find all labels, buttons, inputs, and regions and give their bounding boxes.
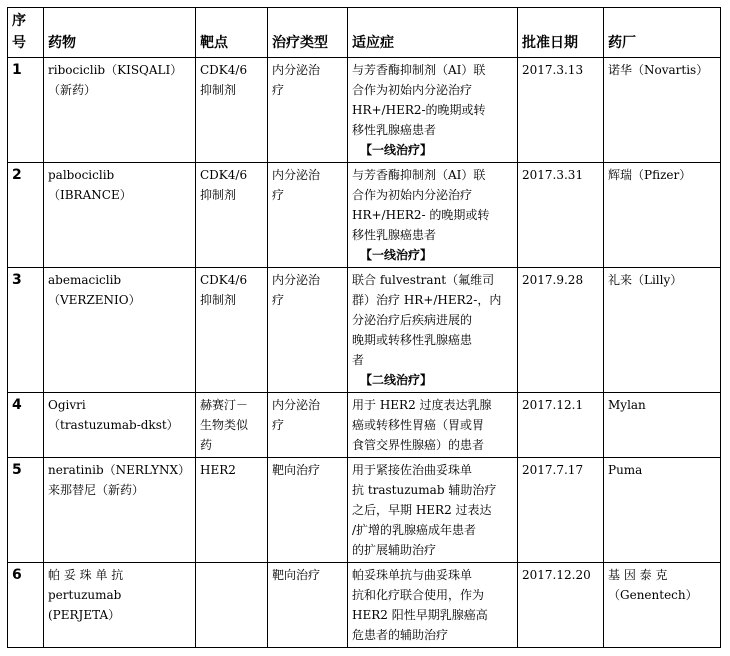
treatment-line-label: 【一线治疗】: [360, 248, 433, 262]
row-number: 3: [8, 268, 44, 393]
drug-target: [196, 563, 268, 648]
drug-name: 帕 妥 珠 单 抗 pertuzumab (PERJETA）: [44, 563, 196, 648]
indication: 用于 HER2 过度表达乳腺 癌或转移性胃癌（胃或胃 食管交界性腺癌）的患者: [348, 393, 518, 458]
table-row: [8, 163, 721, 268]
drug-name: abemaciclib （VERZENIO）: [44, 268, 196, 393]
row-number: 6: [8, 563, 44, 648]
table-row: [8, 268, 721, 393]
drug-target: CDK4/6 抑制剂: [196, 163, 268, 268]
approval-date: 2017.9.28: [518, 268, 604, 393]
header-indication: 适应症: [348, 8, 518, 58]
treatment-line-label: 【一线治疗】: [360, 143, 433, 157]
company: 诺华（Novartis）: [604, 58, 721, 163]
drug-name: ribociclib（KISQALI） （新药）: [44, 58, 196, 163]
header-drug: 药物: [44, 8, 196, 58]
header-num: 序 号: [8, 8, 44, 58]
table-row: [8, 58, 721, 163]
company: 礼来（Lilly）: [604, 268, 721, 393]
header-company: 药厂: [604, 8, 721, 58]
indication: 联合 fulvestrant（氟维司 群）治疗 HR+/HER2-，内 分泌治疗后疾病进展的 晚期或转移性乳腺癌患 者 【二线治疗】: [348, 268, 518, 393]
header-type: 治疗类型: [268, 8, 348, 58]
therapy-type: 内分泌治 疗: [268, 163, 348, 268]
drug-target: HER2: [196, 458, 268, 563]
therapy-type: 内分泌治 疗: [268, 393, 348, 458]
drug-name: palbociclib （IBRANCE）: [44, 163, 196, 268]
company: 基 因 泰 克 （Genentech）: [604, 563, 721, 648]
indication: 用于紧接佐治曲妥珠单 抗 trastuzumab 辅助治疗 之后，早期 HER2 过表达 /扩增的乳腺癌成年患者 的扩展辅助治疗: [348, 458, 518, 563]
drug-target: CDK4/6 抑制剂: [196, 268, 268, 393]
company: Mylan: [604, 393, 721, 458]
row-number: 2: [8, 163, 44, 268]
row-number: 4: [8, 393, 44, 458]
drug-target: CDK4/6 抑制剂: [196, 58, 268, 163]
therapy-type: 靶向治疗: [268, 563, 348, 648]
table-row: [8, 563, 721, 648]
indication: 与芳香酶抑制剂（AI）联 合作为初始内分泌治疗 HR+/HER2- 的晚期或转 移性乳腺癌患者 【一线治疗】: [348, 163, 518, 268]
drug-name: neratinib（NERLYNX） 来那替尼（新药）: [44, 458, 196, 563]
header-date: 批准日期: [518, 8, 604, 58]
therapy-type: 靶向治疗: [268, 458, 348, 563]
therapy-type: 内分泌治 疗: [268, 58, 348, 163]
approval-date: 2017.7.17: [518, 458, 604, 563]
approval-date: 2017.3.13: [518, 58, 604, 163]
company: Puma: [604, 458, 721, 563]
therapy-type: 内分泌治 疗: [268, 268, 348, 393]
drug-target: 赫赛汀－ 生物类似 药: [196, 393, 268, 458]
header-row: [8, 8, 721, 58]
company: 辉瑞（Pfizer）: [604, 163, 721, 268]
indication: 帕妥珠单抗与曲妥珠单 抗和化疗联合使用，作为 HER2 阳性早期乳腺癌高 危患者的辅助治疗: [348, 563, 518, 648]
drug-approval-table: [7, 7, 721, 648]
row-number: 1: [8, 58, 44, 163]
header-target: 靶点: [196, 8, 268, 58]
approval-date: 2017.3.31: [518, 163, 604, 268]
treatment-line-label: 【二线治疗】: [360, 373, 433, 387]
approval-date: 2017.12.20: [518, 563, 604, 648]
table-row: [8, 458, 721, 563]
row-number: 5: [8, 458, 44, 563]
drug-name: Ogivri （trastuzumab-dkst）: [44, 393, 196, 458]
table-row: [8, 393, 721, 458]
approval-date: 2017.12.1: [518, 393, 604, 458]
indication: 与芳香酶抑制剂（AI）联 合作为初始内分泌治疗 HR+/HER2-的晚期或转 移性乳腺癌患者 【一线治疗】: [348, 58, 518, 163]
